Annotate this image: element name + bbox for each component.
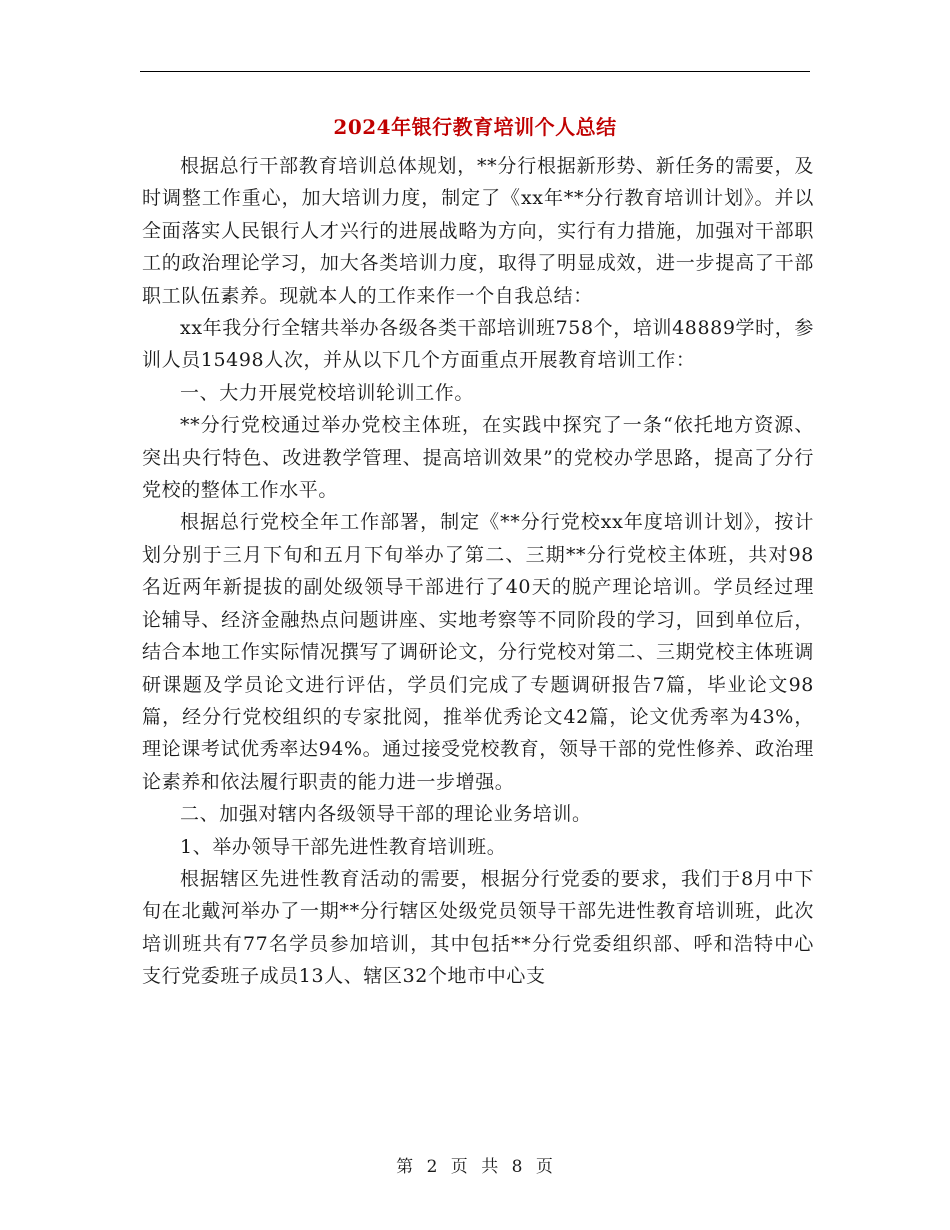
document-body: [142, 150, 814, 993]
document-title: 2024年银行教育培训个人总结: [333, 115, 617, 139]
paragraph-advanced-education: 根据辖区先进性教育活动的需要，根据分行党委的要求，我们于8月中下旬在北戴河举办了一期**分行辖区处级党员领导干部先进性教育培训班，此次培训班共有77名学员参加培训，其中包括**分行党委组织部、呼和浩特中心支行党委班子成员13人、辖区32个地市中心支: [142, 867, 814, 988]
paragraph-summary-stats: xx年我分行全辖共举办各级各类干部培训班758个，培训48889学时，参训人员15498人次，并从以下几个方面重点开展教育培训工作：: [142, 317, 814, 372]
subsection-heading-1: 1、举办领导干部先进性教育培训班。: [180, 835, 507, 858]
section-heading-2: 二、加强对辖内各级领导干部的理论业务培训。: [180, 803, 592, 826]
paragraph-training-plan: 根据总行党校全年工作部署，制定《**分行党校xx年度培训计划》，按计划分别于三月下旬和五月下旬举办了第二、三期**分行党校主体班，共对98名近两年新提拔的副处级领导干部进行了40天的脱产理论培训。学员经过理论辅导、经济金融热点问题讲座、实地考察等不同阶段的学习，回到单位后，结合本地工作实际情况撰写了调研论文，分行党校对第二、三期党校主体班调研课题及学员论文进行评估，学员们完成了专题调研报告7篇，毕业论文98篇，经分行党校组织的专家批阅，推举优秀论文42篇，论文优秀率为43%，理论课考试优秀率达94%。通过接受党校教育，领导干部的党性修养、政治理论素养和依法履行职责的能力进一步增强。: [142, 511, 814, 793]
footer-label-page: 第: [396, 1157, 415, 1177]
footer-label-of: 页: [450, 1157, 469, 1177]
footer-label-end: 页: [535, 1157, 554, 1177]
section-heading-1: 一、大力开展党校培训轮训工作。: [180, 381, 475, 404]
header-rule: [140, 71, 810, 72]
page-footer: [0, 1152, 950, 1177]
footer-current-page: 2: [426, 1157, 439, 1177]
footer-total-pages: 8: [511, 1157, 524, 1177]
footer-label-total: 共: [481, 1157, 500, 1177]
paragraph-party-school: **分行党校通过举办党校主体班，在实践中探究了一条“依托地方资源、突出央行特色、改进教学管理、提高培训效果”的党校办学思路，提高了分行党校的整体工作水平。: [142, 414, 814, 502]
paragraph-intro: 根据总行干部教育培训总体规划，**分行根据新形势、新任务的需要，及时调整工作重心，加大培训力度，制定了《xx年**分行教育培训计划》。并以全面落实人民银行人才兴行的进展战略为方向，实行有力措施，加强对干部职工的政治理论学习，加大各类培训力度，取得了明显成效，进一步提高了干部职工队伍素养。现就本人的工作来作一个自我总结：: [142, 155, 814, 307]
